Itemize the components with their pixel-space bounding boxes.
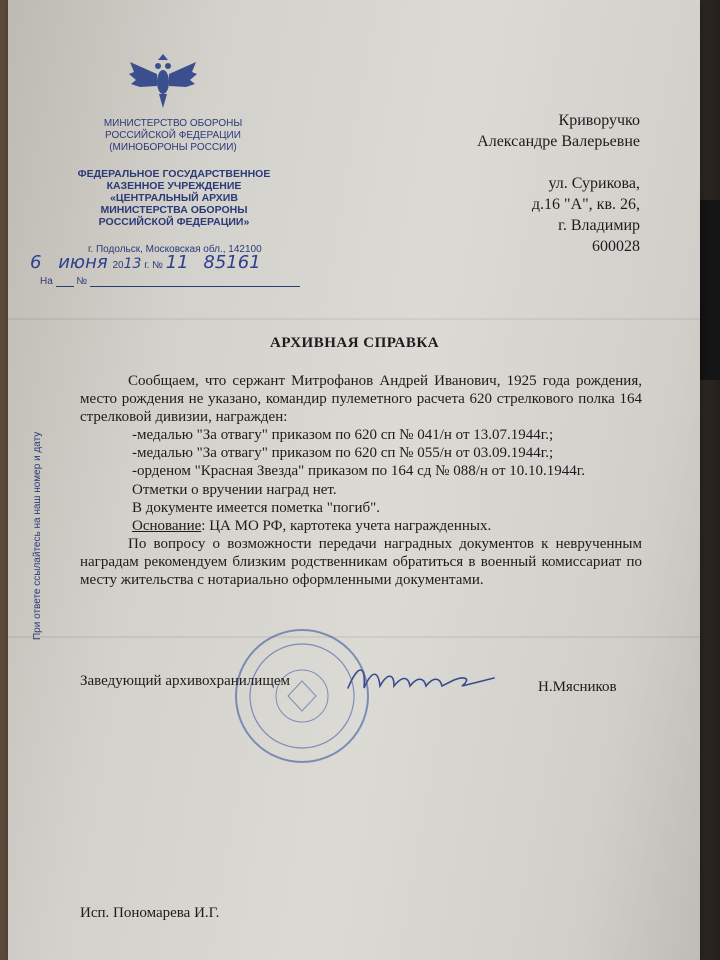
address-line: 600028 [592, 238, 640, 255]
address-line: д.16 "А", кв. 26, [531, 196, 640, 213]
recipient-address [430, 110, 640, 257]
agency-line: КАЗЕННОЕ УЧРЕЖДЕНИЕ [106, 180, 242, 192]
year-suffix: г. № [144, 260, 163, 271]
ministry-line: (МИНОБОРОНЫ РОССИИ) [109, 142, 237, 153]
award-item: -медалью "За отвагу" приказом по 620 сп № 055/н от 03.09.1944г.; [132, 445, 554, 461]
ministry-line: МИНИСТЕРСТВО ОБОРОНЫ [103, 118, 243, 129]
ministry-header [88, 118, 258, 154]
date-year-prefix: 20 [112, 260, 124, 271]
signatory-position: Заведующий архивохранилищем [80, 673, 291, 689]
address-line: Криворучко [558, 112, 640, 129]
agency-line: ФЕДЕРАЛЬНОЕ ГОСУДАРСТВЕННОЕ [77, 168, 271, 180]
paragraph-advice: По вопросу о возможности передачи наградных документов к неврученным наградам рекомендуем близким родственникам обратиться в военный комиссариат по месту жительства с нотариально оформленными документами. [80, 536, 642, 588]
na-no: № [76, 276, 88, 287]
address-line: ул. Сурикова, [548, 175, 640, 192]
note-killed: В документе имеется пометка "погиб". [132, 500, 381, 516]
handwritten-signature [344, 658, 504, 702]
agency-line: «ЦЕНТРАЛЬНЫЙ АРХИВ [110, 192, 238, 204]
na-line [40, 276, 300, 287]
number-b: 85161 [203, 252, 261, 273]
agency-line: РОССИЙСКОЙ ФЕДЕРАЦИИ» [98, 216, 250, 228]
award-item: -медалью "За отвагу" приказом по 620 сп № 041/н от 13.07.1944г.; [132, 427, 554, 443]
document-title: АРХИВНАЯ СПРАВКА [270, 335, 440, 351]
date-month: июня [58, 252, 108, 273]
note-no-delivery: Отметки о вручении наград нет. [132, 482, 337, 498]
eagle-emblem-icon [128, 52, 198, 112]
number-a: 11 [165, 252, 189, 273]
agency-line: МИНИСТЕРСТВА ОБОРОНЫ [100, 204, 248, 216]
ministry-line: РОССИЙСКОЙ ФЕДЕРАЦИИ [105, 130, 241, 141]
address-line: г. Владимир [558, 217, 640, 234]
fold-line [8, 318, 700, 320]
na-label: На [40, 276, 53, 287]
document-body [80, 372, 642, 589]
date-year: 13 [123, 256, 142, 272]
award-item: -орденом "Красная Звезда" приказом по 164 сд № 088/н от 10.10.1944г. [132, 463, 585, 479]
signatory-name: Н.Мясников [538, 679, 617, 695]
paragraph-intro: Сообщаем, что сержант Митрофанов Андрей Иванович, 1925 года рождения, место рождения не указано, командир пулеметного расчета 620 стрелкового полка 164 стрелковой дивизии, награжден: [80, 373, 642, 425]
executor-line: Исп. Пономарева И.Г. [80, 905, 220, 921]
basis-text: : ЦА МО РФ, картотека учета награжденных. [201, 518, 492, 534]
agency-header [54, 168, 294, 228]
city-line: г. Подольск, Московская обл., 142100 [88, 244, 262, 255]
basis-label: Основание [132, 518, 202, 534]
date-day: 6 [30, 252, 42, 273]
side-note: При ответе ссылайтесь на наш номер и дату [32, 431, 43, 640]
address-line: Александре Валерьевне [477, 133, 640, 150]
